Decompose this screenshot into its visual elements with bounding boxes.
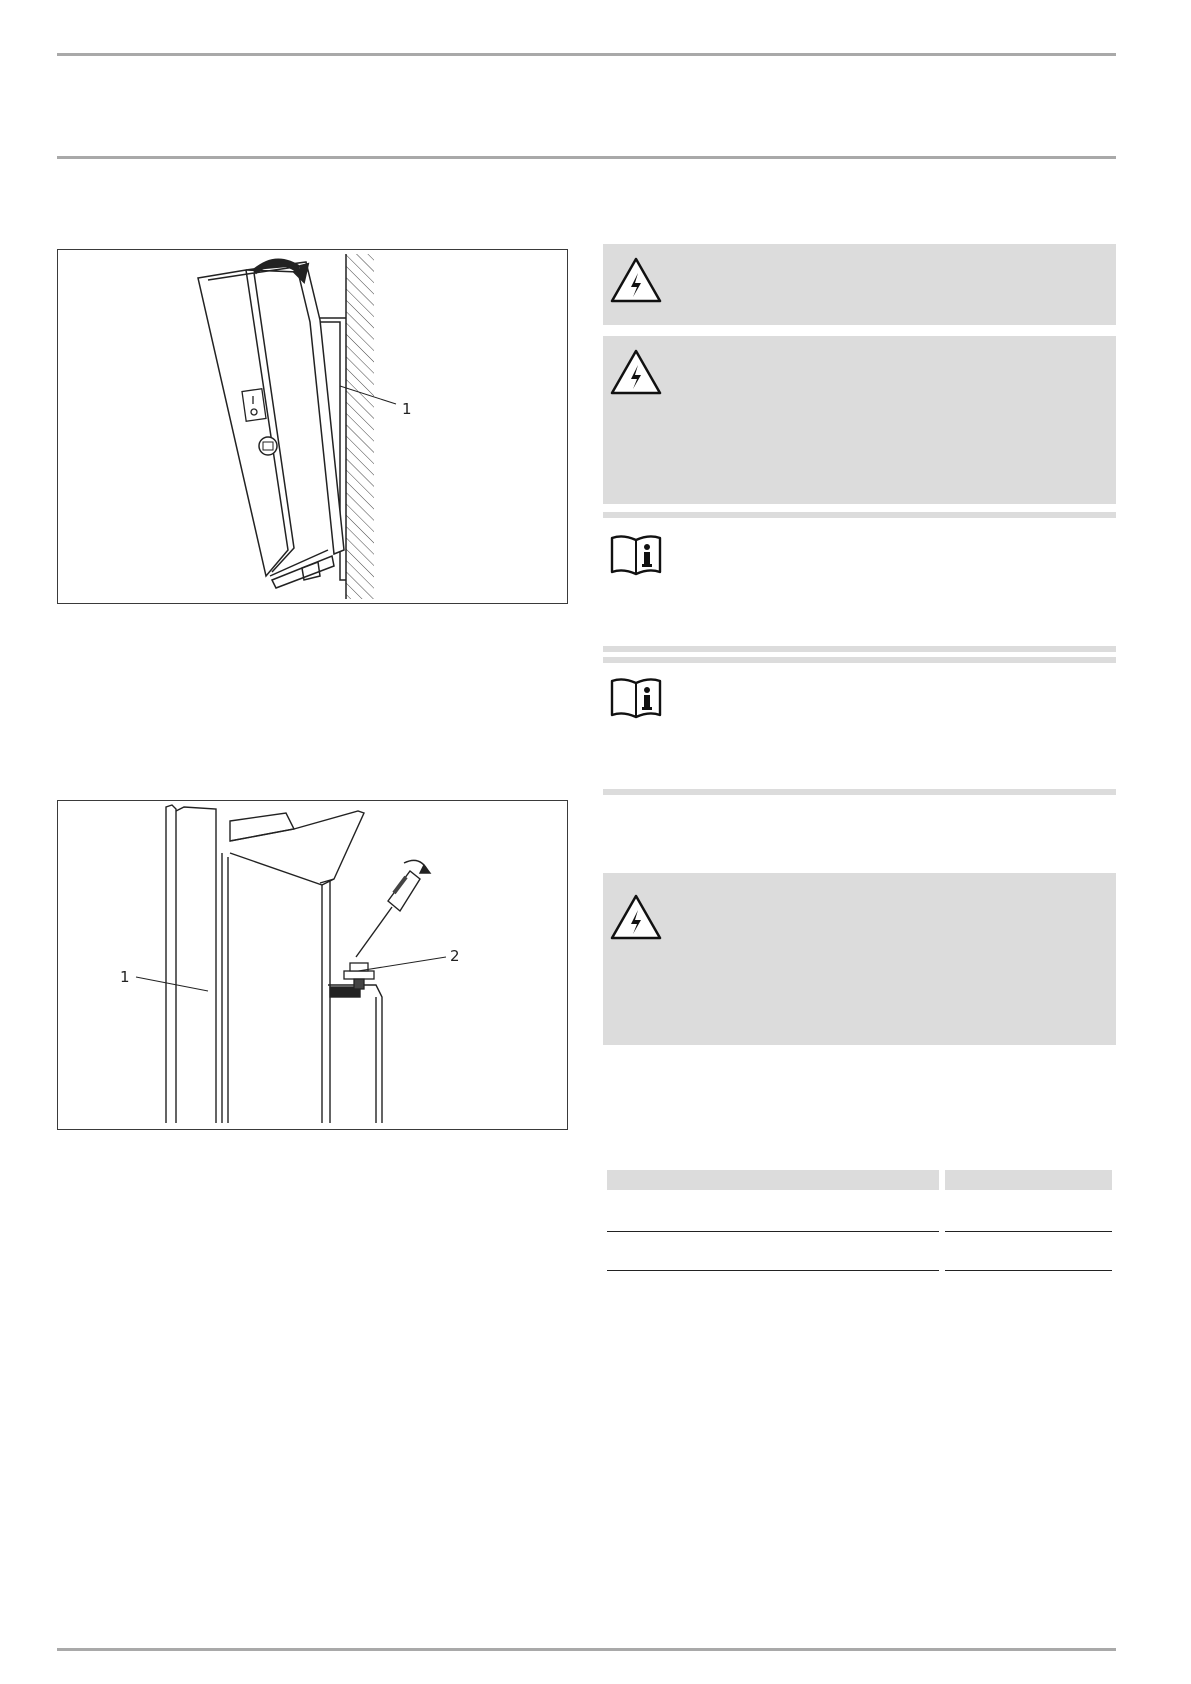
table-row-divider [607,1270,939,1271]
figure-1 [57,249,568,604]
info-notice-bottom-bar [603,789,1116,795]
info-notice-bottom-bar [603,646,1116,652]
device-housing [198,262,344,588]
electric-hazard-icon [609,348,663,396]
callout-1-leader [136,977,208,991]
info-notice [603,657,1116,797]
info-notice-top-bar [603,512,1116,518]
header-rule-bottom [57,156,1116,159]
callout-1-label: 1 [402,400,412,418]
danger-notice [603,336,1116,504]
danger-notice [603,244,1116,325]
manual-info-icon [609,675,663,719]
table-row-divider [945,1270,1112,1271]
mounting-box [328,985,382,1123]
callout-1-label: 1 [120,968,130,986]
table-header-cell [945,1170,1112,1190]
info-notice-top-bar [603,657,1116,663]
screwdriver [356,860,430,957]
info-notice [603,512,1116,652]
table-row-divider [607,1231,939,1232]
danger-notice [603,873,1116,1045]
wall-hatching [346,254,374,599]
footer-rule [57,1648,1116,1651]
header-rule-top [57,53,1116,56]
figure-2 [57,800,568,1130]
electric-hazard-icon [609,893,663,941]
table-header-cell [607,1170,939,1190]
callout-2-leader [358,957,446,971]
electric-hazard-icon [609,256,663,304]
device-side-view [166,805,364,1123]
figure-2-drawing [58,801,567,1129]
table-row-divider [945,1231,1112,1232]
figure-1-drawing [58,250,567,603]
manual-info-icon [609,532,663,576]
power-switch [242,389,266,421]
callout-2-label: 2 [450,947,460,965]
rotary-knob [259,437,277,455]
